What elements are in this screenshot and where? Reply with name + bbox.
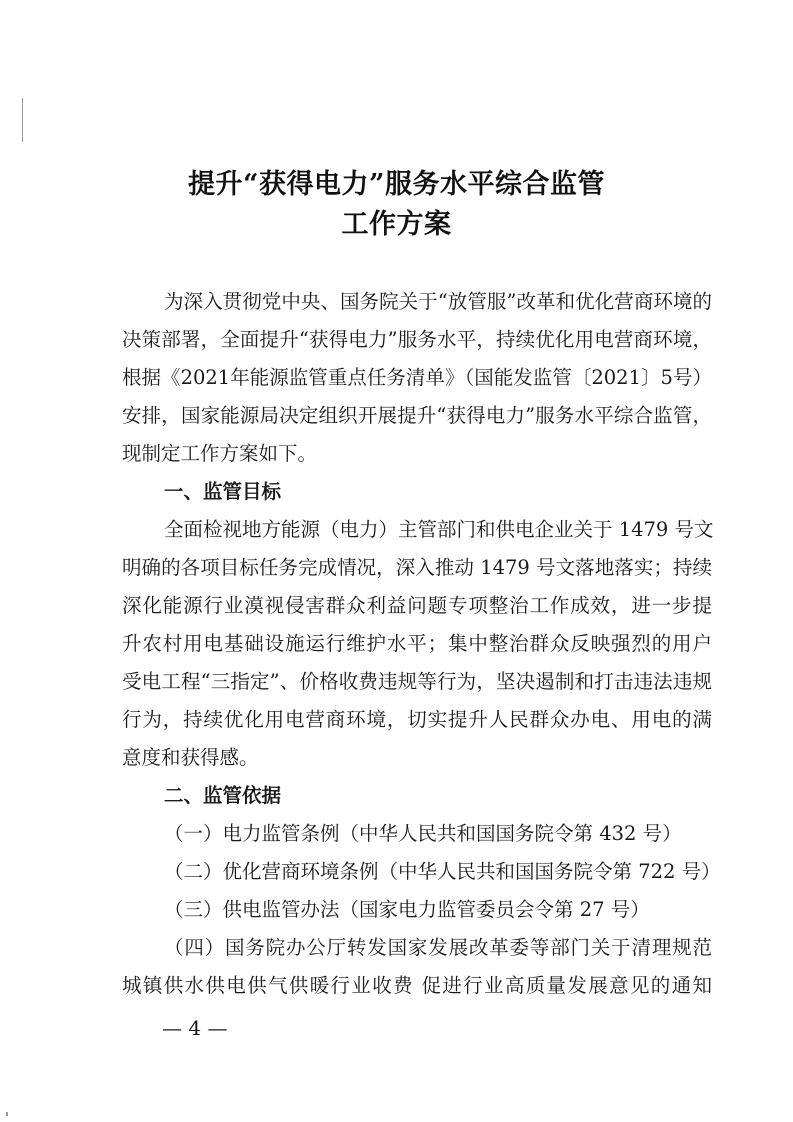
goals-line: 明确的各项目标任务完成情况，深入推动 1479 号文落地落实；持续 [122,556,712,579]
scan-edge-dot [6,1112,8,1116]
basis-item: （三）供电监管办法（国家电力监管委员会令第 27 号） [164,898,650,921]
basis-item-4-line: 城镇供水供电供气供暖行业收费 促进行业高质量发展意见的通知 [122,974,712,997]
intro-line: 安排，国家能源局决定组织开展提升“获得电力”服务水平综合监管， [122,404,712,427]
goals-line: 全面检视地方能源（电力）主管部门和供电企业关于 1479 号文 [164,518,714,541]
section-heading-supervision-basis: 二、监管依据 [164,784,282,807]
scan-margin-mark [22,98,23,142]
goals-line: 受电工程“三指定”、价格收费违规等行为，坚决遏制和打击违法违规 [122,670,712,693]
goals-line: 意度和获得感。 [122,746,259,769]
basis-item-4-line: （四）国务院办公厅转发国家发展改革委等部门关于清理规范 [164,936,712,959]
intro-line: 现制定工作方案如下。 [122,442,318,465]
document-title-line-1: 提升“获得电力”服务水平综合监管 [187,169,606,200]
goals-line: 行为，持续优化用电营商环境，切实提升人民群众办电、用电的满 [122,708,712,731]
intro-line: 为深入贯彻党中央、国务院关于“放管服”改革和优化营商环境的 [164,290,712,313]
goals-line: 深化能源行业漠视侵害群众利益问题专项整治工作成效，进一步提 [122,594,712,617]
intro-line: 决策部署，全面提升“获得电力”服务水平，持续优化用电营商环境， [122,328,712,351]
basis-item: （一）电力监管条例（中华人民共和国国务院令第 432 号） [164,822,682,845]
page-number: — 4 — [162,1016,228,1040]
goals-line: 升农村用电基础设施运行维护水平；集中整治群众反映强烈的用户 [122,632,712,655]
section-heading-supervision-goals: 一、监管目标 [164,480,282,503]
intro-line: 根据《2021年能源监管重点任务清单》（国能发监管〔2021〕5号） [122,366,712,389]
document-title-line-2: 工作方案 [341,209,452,240]
basis-item: （二）优化营商环境条例（中华人民共和国国务院令第 722 号） [164,860,721,883]
